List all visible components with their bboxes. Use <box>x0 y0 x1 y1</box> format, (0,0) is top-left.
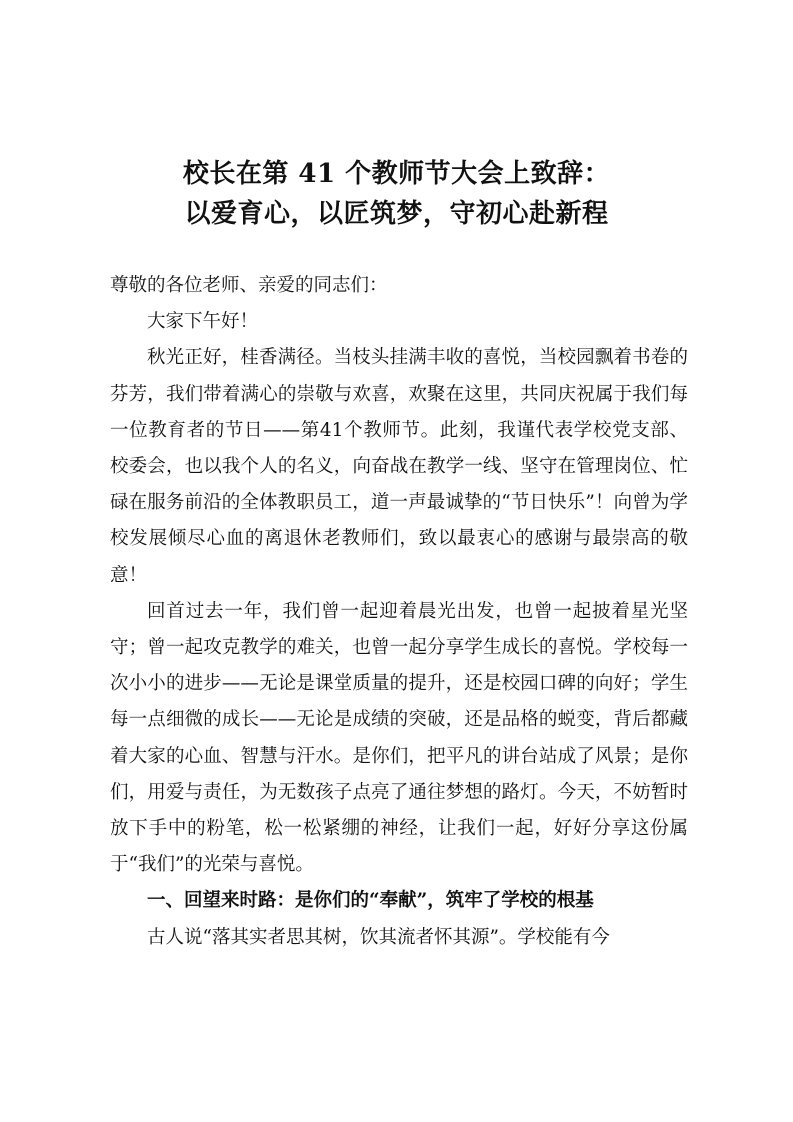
paragraph-3: 古人说“落其实者思其树，饮其流者怀其源”。学校能有今 <box>147 926 610 948</box>
paragraph-2: 回首过去一年，我们曾一起迎着晨光出发，也曾一起披着星光坚守；曾一起攻克教学的难关，也曾一起分享学生成长的喜悦。学校每一次小小的进步——无论是课堂质量的提升，还是校园口碑的向好；学生每一点细微的成长——无论是成绩的突破，还是品格的蜕变，背后都藏着大家的心血、智慧与汗水。是你们，把平凡的讲台站成了风景；是你们，用爱与责任，为无数孩子点亮了通往梦想的路灯。今天，不妨暂时放下手中的粉笔，松一松紧绷的神经，让我们一起，好好分享这份属于“我们”的光荣与喜悦。 <box>110 600 688 876</box>
paragraph-1: 秋光正好，桂香满径。当枝头挂满丰收的喜悦，当校园飘着书卷的芬芳，我们带着满心的崇敬与欢喜，欢聚在这里，共同庆祝属于我们每一位教育者的节日——第41个教师节。此刻，我谨代表学校党支部、校委会，也以我个人的名义，向奋战在教学一线、坚守在管理岗位、忙碌在服务前沿的全体教职员工，道一声最诚挚的“节日快乐”！向曾为学校发展倾尽心血的离退休老教师们，致以最衷心的感谢与最崇高的敬意！ <box>110 347 688 586</box>
document-body <box>110 268 688 956</box>
document-title-line-1: 校长在第 41 个教师节大会上致辞： <box>182 159 611 189</box>
salutation: 尊敬的各位老师、亲爱的同志们： <box>110 275 388 296</box>
greeting: 大家下午好！ <box>147 311 259 333</box>
section-1-heading: 一、回望来时路：是你们的“奉献”，筑牢了学校的根基 <box>147 890 594 912</box>
document-title-line-2: 以爱育心，以匠筑梦，守初心赴新程 <box>184 199 609 229</box>
